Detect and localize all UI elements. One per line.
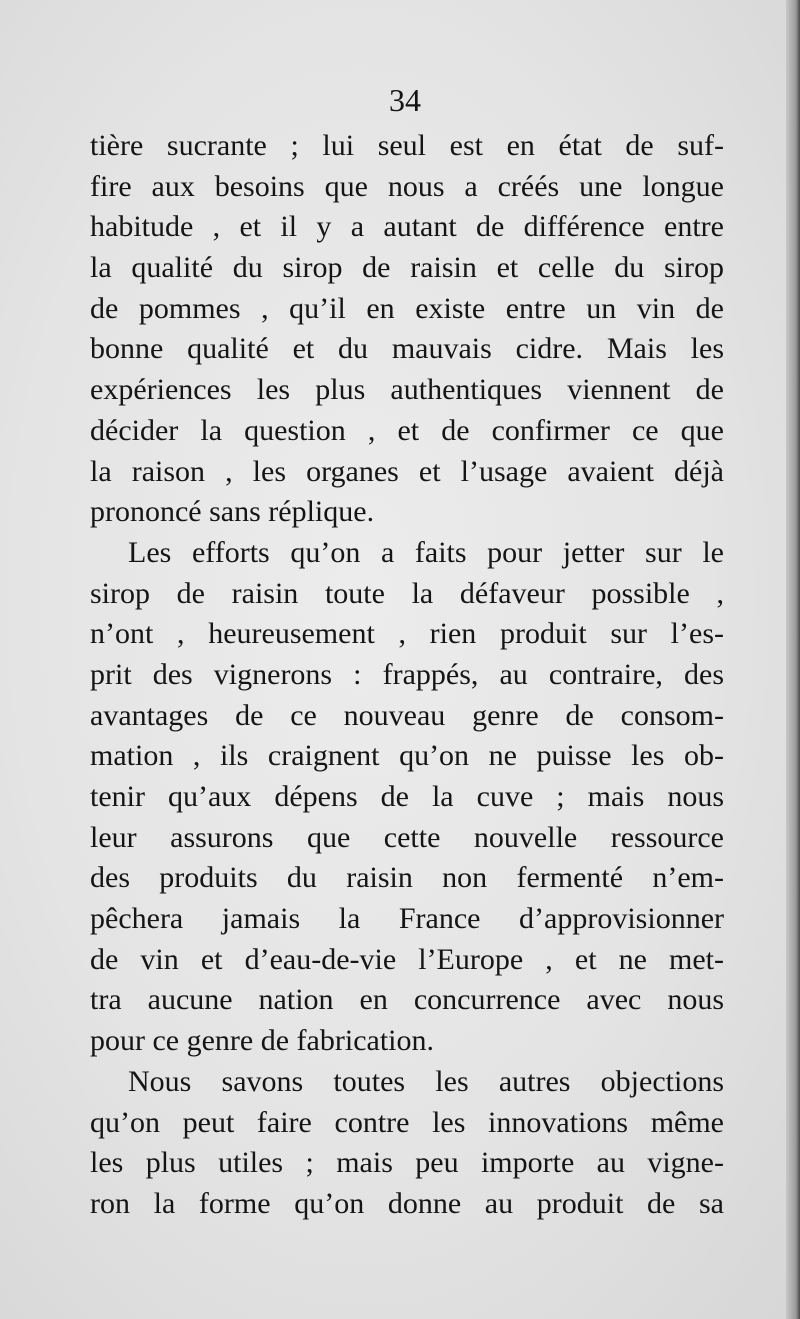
text-line: Nous savons toutes les autres objections [128, 1064, 724, 1098]
text-line: de pommes , qu’il en existe entre un vin de [90, 291, 724, 325]
text-line: avantages de ce nouveau genre de consom- [90, 698, 724, 732]
text-line: qu’on peut faire contre les innovations même [90, 1105, 724, 1139]
page-number: 34 [389, 82, 421, 118]
text-line: ron la forme qu’on donne au produit de sa [90, 1186, 724, 1220]
text-line: expériences les plus authentiques viennent de [90, 373, 724, 407]
text-line: la raison , les organes et l’usage avaient déjà [90, 454, 724, 488]
text-line: sirop de raisin toute la défaveur possible , [90, 576, 724, 610]
text-line: prononcé sans réplique. [90, 495, 375, 529]
text-line: bonne qualité et du mauvais cidre. Mais les [90, 332, 724, 366]
text-line: prit des vignerons : frappés, au contraire, des [90, 657, 724, 691]
text-line: tenir qu’aux dépens de la cuve ; mais nous [90, 780, 724, 813]
text-line: leur assurons que cette nouvelle ressource [90, 820, 724, 854]
body-text [90, 126, 724, 1225]
text-line: décider la question , et de confirmer ce que [90, 413, 724, 447]
text-line: n’ont , heureusement , rien produit sur l’es- [90, 617, 724, 651]
text-line: les plus utiles ; mais peu importe au vigne- [90, 1146, 724, 1180]
text-line: des produits du raisin non fermenté n’em- [90, 861, 724, 895]
text-line: Les efforts qu’on a faits pour jetter sur le [128, 535, 724, 569]
text-line: pêchera jamais la France d’approvisionner [90, 902, 724, 936]
text-line: tière sucrante ; lui seul est en état de suf- [90, 129, 724, 162]
text-line: de vin et d’eau-de-vie l’Europe , et ne met- [90, 942, 724, 976]
text-line: habitude , et il y a autant de différence entre [90, 210, 724, 244]
page-edge-shadow [786, 0, 800, 1319]
text-line: mation , ils craignent qu’on ne puisse les ob- [90, 739, 724, 773]
text-line: fire aux besoins que nous a créés une longue [90, 169, 724, 203]
text-line: tra aucune nation en concurrence avec nous [90, 983, 724, 1017]
text-line: la qualité du sirop de raisin et celle du sirop [90, 251, 724, 285]
text-line: pour ce genre de fabrication. [90, 1024, 434, 1058]
